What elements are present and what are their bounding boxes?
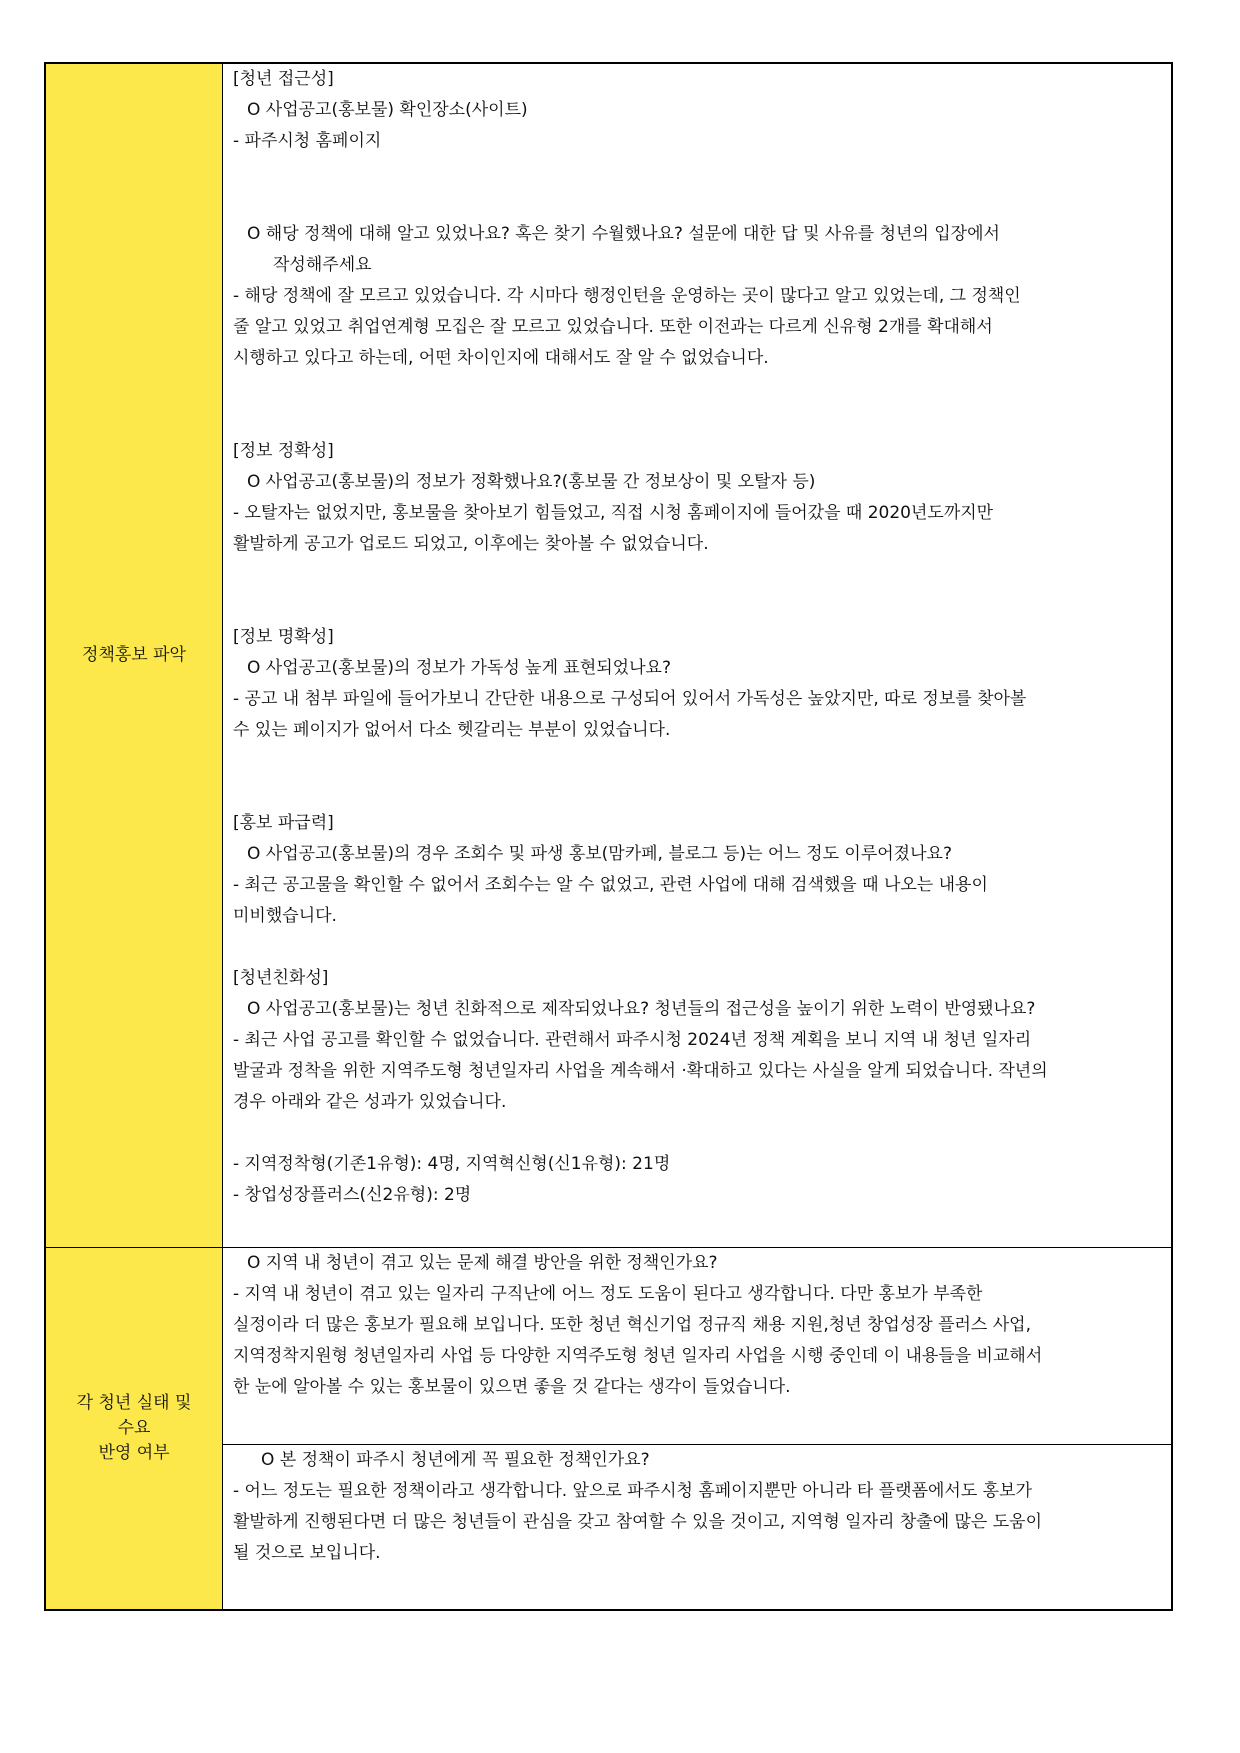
answer-friendliness-line: 경우 아래와 같은 성과가 있었습니다. <box>233 1092 507 1112</box>
answer-necessity-line: 될 것으로 보입니다. <box>233 1543 381 1563</box>
heading-friendliness: [청년친화성] <box>233 968 329 988</box>
answer-reach-line: - 최근 공고물을 확인할 수 없어서 조회수는 알 수 없었고, 관련 사업에 대해 검색했을 때 나오는 내용이 <box>233 875 988 895</box>
question-friendliness: O 사업공고(홍보물)는 청년 친화적으로 제작되었나요? 청년들의 접근성을 높이기 위한 노력이 반영됐나요? <box>247 999 1036 1019</box>
question-reach: O 사업공고(홍보물)의 경우 조회수 및 파생 홍보(맘카페, 블로그 등)는 어느 정도 이루어졌나요? <box>247 844 952 864</box>
answer-reach-line: 미비했습니다. <box>233 906 337 926</box>
answer-problem-solving-line: - 지역 내 청년이 겪고 있는 일자리 구직난에 어느 정도 도움이 된다고 생각합니다. 다만 홍보가 부족한 <box>233 1284 983 1304</box>
section-label-line: 반영 여부 <box>98 1443 170 1463</box>
section-label-youth-needs <box>45 1248 223 1611</box>
section-label-text: 정책홍보 파악 <box>82 645 186 665</box>
answer-clarity-line: 수 있는 페이지가 없어서 다소 헷갈리는 부분이 있었습니다. <box>233 720 671 740</box>
answer-necessity-line: - 어느 정도는 필요한 정책이라고 생각합니다. 앞으로 파주시청 홈페이지뿐만 아니라 타 플랫폼에서도 홍보가 <box>233 1481 1032 1501</box>
heading-clarity: [정보 명확성] <box>233 627 334 647</box>
answer-awareness-line: 줄 알고 있었고 취업연계형 모집은 잘 모르고 있었습니다. 또한 이전과는 다르게 신유형 2개를 확대해서 <box>233 317 993 337</box>
answer-check-location: - 파주시청 홈페이지 <box>233 131 382 151</box>
question-awareness: O 해당 정책에 대해 알고 있었나요? 혹은 찾기 수월했나요? 설문에 대한 답 및 사유를 청년의 입장에서 <box>247 224 1000 244</box>
youth-needs-part2 <box>223 1445 1173 1611</box>
section-label-policy-promotion <box>45 63 223 1248</box>
answer-problem-solving-line: 실정이라 더 많은 홍보가 필요해 보입니다. 또한 청년 혁신기업 정규직 채용 지원,청년 창업성장 플러스 사업, <box>233 1315 1032 1335</box>
answer-clarity-line: - 공고 내 첨부 파일에 들어가보니 간단한 내용으로 구성되어 있어서 가독성은 높았지만, 따로 정보를 찾아볼 <box>233 689 1027 709</box>
answer-friendliness-line: - 최근 사업 공고를 확인할 수 없었습니다. 관련해서 파주시청 2024년 정책 계획을 보니 지역 내 청년 일자리 <box>233 1030 1032 1050</box>
question-check-location: O 사업공고(홍보물) 확인장소(사이트) <box>247 100 528 120</box>
answer-awareness-line: - 해당 정책에 잘 모르고 있었습니다. 각 시마다 행정인턴을 운영하는 곳이 많다고 알고 있었는데, 그 정책인 <box>233 286 1021 306</box>
question-awareness-cont: 작성해주세요 <box>273 255 372 275</box>
question-accuracy: O 사업공고(홍보물)의 정보가 정확했나요?(홍보물 간 정보상이 및 오탈자 등) <box>247 472 816 492</box>
section-label-line: 수요 <box>117 1418 151 1438</box>
result-line: - 창업성장플러스(신2유형): 2명 <box>233 1185 472 1205</box>
answer-accuracy-line: - 오탈자는 없었지만, 홍보물을 찾아보기 힘들었고, 직접 시청 홈페이지에 들어갔을 때 2020년도까지만 <box>233 503 994 523</box>
question-necessity: O 본 정책이 파주시 청년에게 꼭 필요한 정책인가요? <box>261 1450 650 1470</box>
heading-accuracy: [정보 정확성] <box>233 441 334 461</box>
answer-friendliness-line: 발굴과 정착을 위한 지역주도형 청년일자리 사업을 계속해서 ·확대하고 있다는 사실을 알게 되었습니다. 작년의 <box>233 1061 1048 1081</box>
evaluation-table <box>44 62 1173 1611</box>
heading-reach: [홍보 파급력] <box>233 813 334 833</box>
policy-promotion-content <box>223 63 1173 1248</box>
question-problem-solving: O 지역 내 청년이 겪고 있는 문제 해결 방안을 위한 정책인가요? <box>247 1253 718 1273</box>
answer-problem-solving-line: 한 눈에 알아볼 수 있는 홍보물이 있으면 좋을 것 같다는 생각이 들었습니다. <box>233 1377 791 1397</box>
section-label-line: 각 청년 실태 및 <box>76 1393 192 1413</box>
answer-necessity-line: 활발하게 진행된다면 더 많은 청년들이 관심을 갖고 참여할 수 있을 것이고, 지역형 일자리 창출에 많은 도움이 <box>233 1512 1043 1532</box>
heading-accessibility: [청년 접근성] <box>233 69 334 89</box>
question-clarity: O 사업공고(홍보물)의 정보가 가독성 높게 표현되었나요? <box>247 658 671 678</box>
result-line: - 지역정착형(기존1유형): 4명, 지역혁신형(신1유형): 21명 <box>233 1154 671 1174</box>
answer-accuracy-line: 활발하게 공고가 업로드 되었고, 이후에는 찾아볼 수 없었습니다. <box>233 534 709 554</box>
answer-problem-solving-line: 지역정착지원형 청년일자리 사업 등 다양한 지역주도형 청년 일자리 사업을 시행 중인데 이 내용들을 비교해서 <box>233 1346 1043 1366</box>
youth-needs-part1 <box>223 1248 1173 1445</box>
answer-awareness-line: 시행하고 있다고 하는데, 어떤 차이인지에 대해서도 잘 알 수 없었습니다. <box>233 348 769 368</box>
